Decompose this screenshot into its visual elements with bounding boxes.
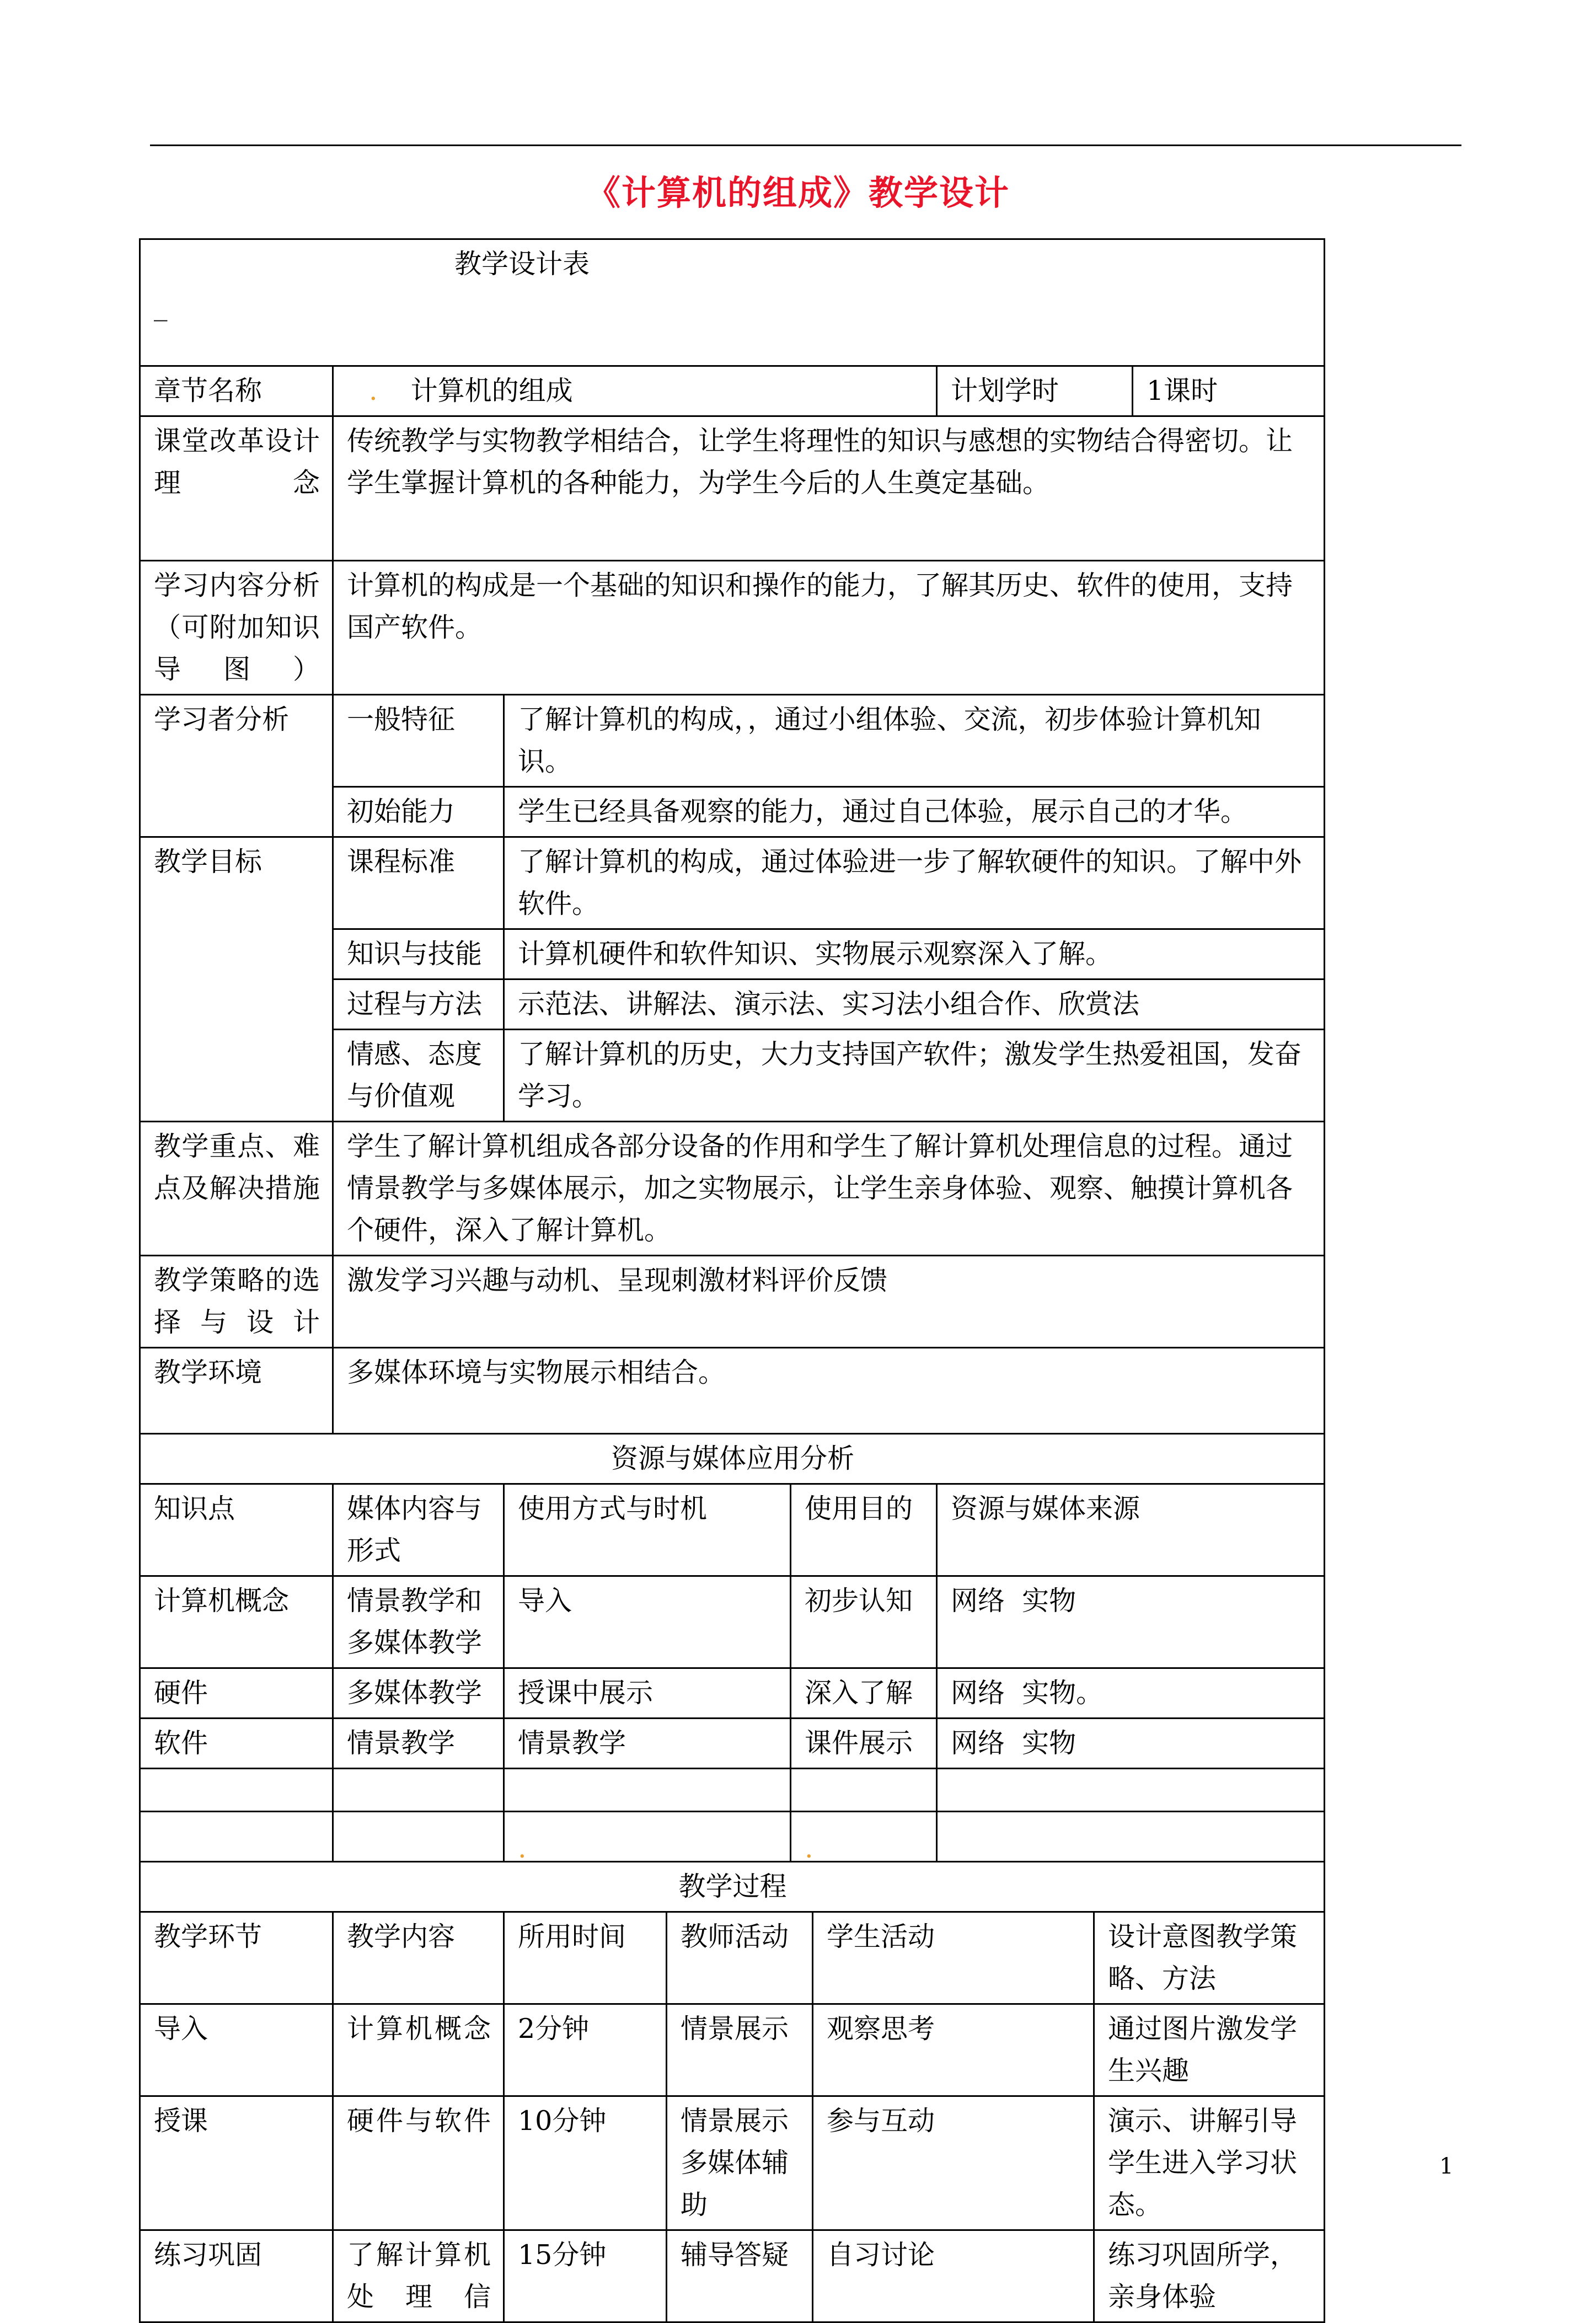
concept-value: 传统教学与实物教学相结合，让学生将理性的知识与感想的实物结合得密切。让学生掌握计算机的各种能力，为学生今后的人生奠定基础。	[333, 416, 1325, 561]
goal-sub-value: 计算机硬件和软件知识、实物展示观察深入了解。	[504, 929, 1325, 979]
resources-row	[140, 1576, 1325, 1668]
resources-cell: 计算机概念	[140, 1576, 333, 1668]
table-header-cell	[140, 239, 1325, 366]
goal-sub-label: 过程与方法	[333, 979, 504, 1030]
resources-cell	[791, 1769, 937, 1812]
process-cell: 10分钟	[504, 2096, 667, 2230]
content-analysis-row	[140, 561, 1325, 695]
chapter-label: 章节名称	[140, 366, 333, 416]
process-cell: 演示、讲解引导学生进入学习状态。	[1094, 2096, 1325, 2230]
plan-value: 1课时	[1133, 366, 1325, 416]
header-rule	[150, 144, 1461, 146]
concept-label: 课堂改革设计理念	[140, 416, 333, 561]
learner-sub-label: 一般特征	[333, 695, 504, 787]
learner-label: 学习者分析	[140, 695, 333, 837]
resources-columns-row	[140, 1484, 1325, 1576]
resources-column-header: 媒体内容与形式	[333, 1484, 504, 1576]
resources-cell: 网络 实物	[937, 1576, 1325, 1668]
process-cell: 2分钟	[504, 2004, 667, 2096]
process-column-header: 设计意图教学策略、方法	[1094, 1912, 1325, 2004]
process-column-header: 所用时间	[504, 1912, 667, 2004]
resources-column-header: 使用方式与时机	[504, 1484, 791, 1576]
strategy-value: 激发学习兴趣与动机、呈现刺激材料评价反馈	[333, 1256, 1325, 1348]
resources-cell	[791, 1812, 937, 1862]
environment-row	[140, 1348, 1325, 1434]
goal-sub-label: 课程标准	[333, 837, 504, 929]
table-header-row	[140, 239, 1325, 366]
marker-dot: .	[369, 375, 378, 406]
key-points-value: 学生了解计算机组成各部分设备的作用和学生了解计算机处理信息的过程。通过情景教学与多媒体展示，加之实物展示，让学生亲身体验、观察、触摸计算机各个硬件，深入了解计算机。	[333, 1122, 1325, 1256]
resources-cell	[504, 1812, 791, 1862]
resources-cell: 导入	[504, 1576, 791, 1668]
chapter-value: 计算机的组成	[410, 375, 573, 406]
resources-cell: 硬件	[140, 1668, 333, 1719]
process-cell: 练习巩固	[140, 2230, 333, 2322]
resources-cell	[140, 1812, 333, 1862]
resources-cell: 网络 实物	[937, 1719, 1325, 1769]
goal-row	[140, 837, 1325, 929]
resources-cell	[937, 1812, 1325, 1862]
resources-row-empty	[140, 1812, 1325, 1862]
resources-cell: 情景教学	[504, 1719, 791, 1769]
process-row	[140, 2230, 1325, 2322]
resources-row	[140, 1668, 1325, 1719]
process-cell: 导入	[140, 2004, 333, 2096]
process-cell: 计算机概念	[333, 2004, 504, 2096]
process-cell: 通过图片激发学生兴趣	[1094, 2004, 1325, 2096]
resources-cell: 网络 实物。	[937, 1668, 1325, 1719]
goals-label: 教学目标	[140, 837, 333, 1122]
goal-sub-value: 示范法、讲解法、演示法、实习法小组合作、欣赏法	[504, 979, 1325, 1030]
chapter-value-cell	[333, 366, 937, 416]
resources-cell	[937, 1769, 1325, 1812]
process-column-header: 教学内容	[333, 1912, 504, 2004]
goal-sub-label: 情感、态度与价值观	[333, 1030, 504, 1122]
content-analysis-value: 计算机的构成是一个基础的知识和操作的能力，了解其历史、软件的使用，支持国产软件。	[333, 561, 1325, 695]
page-number: 1	[1439, 2154, 1454, 2179]
learner-sub-value: 了解计算机的构成，，通过小组体验、交流，初步体验计算机知识。	[504, 695, 1325, 787]
key-points-row	[140, 1122, 1325, 1256]
resources-cell	[504, 1769, 791, 1812]
environment-value: 多媒体环境与实物展示相结合。	[333, 1348, 1325, 1434]
resources-cell: 多媒体教学	[333, 1668, 504, 1719]
resources-cell: 深入了解	[791, 1668, 937, 1719]
process-row	[140, 2004, 1325, 2096]
resources-cell: 软件	[140, 1719, 333, 1769]
goal-sub-value: 了解计算机的历史，大力支持国产软件；激发学生热爱祖国，发奋学习。	[504, 1030, 1325, 1122]
process-cell: 情景展示多媒体辅助	[667, 2096, 813, 2230]
goal-sub-value: 了解计算机的构成，通过体验进一步了解软硬件的知识。了解中外软件。	[504, 837, 1325, 929]
marker-dot: .	[518, 1833, 527, 1862]
process-columns-row	[140, 1912, 1325, 2004]
process-cell: 授课	[140, 2096, 333, 2230]
process-header-row	[140, 1862, 1325, 1912]
process-cell: 自习讨论	[813, 2230, 1094, 2322]
process-cell: 辅导答疑	[667, 2230, 813, 2322]
process-cell: 15分钟	[504, 2230, 667, 2322]
process-column-header: 教师活动	[667, 1912, 813, 2004]
resources-cell: 情景教学	[333, 1719, 504, 1769]
process-header: 教学过程	[140, 1862, 1325, 1912]
strategy-row	[140, 1256, 1325, 1348]
resources-row	[140, 1719, 1325, 1769]
process-row	[140, 2096, 1325, 2230]
resources-cell	[140, 1769, 333, 1812]
resources-cell: 情景教学和多媒体教学	[333, 1576, 504, 1668]
resources-column-header: 资源与媒体来源	[937, 1484, 1325, 1576]
teaching-design-table	[139, 238, 1325, 2323]
marker-dot: .	[805, 1833, 813, 1862]
environment-label: 教学环境	[140, 1348, 333, 1434]
resources-header: 资源与媒体应用分析	[140, 1434, 1325, 1484]
goal-sub-label: 知识与技能	[333, 929, 504, 979]
resources-column-header: 知识点	[140, 1484, 333, 1576]
strategy-label: 教学策略的选择与设计	[140, 1256, 333, 1348]
learner-row	[140, 695, 1325, 787]
process-column-header: 教学环节	[140, 1912, 333, 2004]
process-cell: 练习巩固所学，亲身体验	[1094, 2230, 1325, 2322]
resources-cell	[333, 1769, 504, 1812]
concept-row	[140, 416, 1325, 561]
learner-sub-value: 学生已经具备观察的能力，通过自己体验，展示自己的才华。	[504, 787, 1325, 837]
header-mark: _	[154, 290, 168, 322]
process-cell: 观察思考	[813, 2004, 1094, 2096]
process-cell: 情景展示	[667, 2004, 813, 2096]
resources-row-empty	[140, 1769, 1325, 1812]
chapter-row	[140, 366, 1325, 416]
content-analysis-label: 学习内容分析（可附加知识导图）	[140, 561, 333, 695]
document-title: 《计算机的组成》教学设计	[586, 173, 1010, 213]
process-column-header: 学生活动	[813, 1912, 1094, 2004]
resources-header-row	[140, 1434, 1325, 1484]
process-cell: 参与互动	[813, 2096, 1094, 2230]
resources-column-header: 使用目的	[791, 1484, 937, 1576]
key-points-label: 教学重点、难点及解决措施	[140, 1122, 333, 1256]
resources-cell: 授课中展示	[504, 1668, 791, 1719]
table-header: 教学设计表	[454, 248, 590, 280]
resources-cell	[333, 1812, 504, 1862]
resources-cell: 课件展示	[791, 1719, 937, 1769]
plan-label: 计划学时	[937, 366, 1133, 416]
process-cell: 了解计算机处理信	[333, 2230, 504, 2322]
learner-sub-label: 初始能力	[333, 787, 504, 837]
resources-cell: 初步认知	[791, 1576, 937, 1668]
process-cell: 硬件与软件	[333, 2096, 504, 2230]
